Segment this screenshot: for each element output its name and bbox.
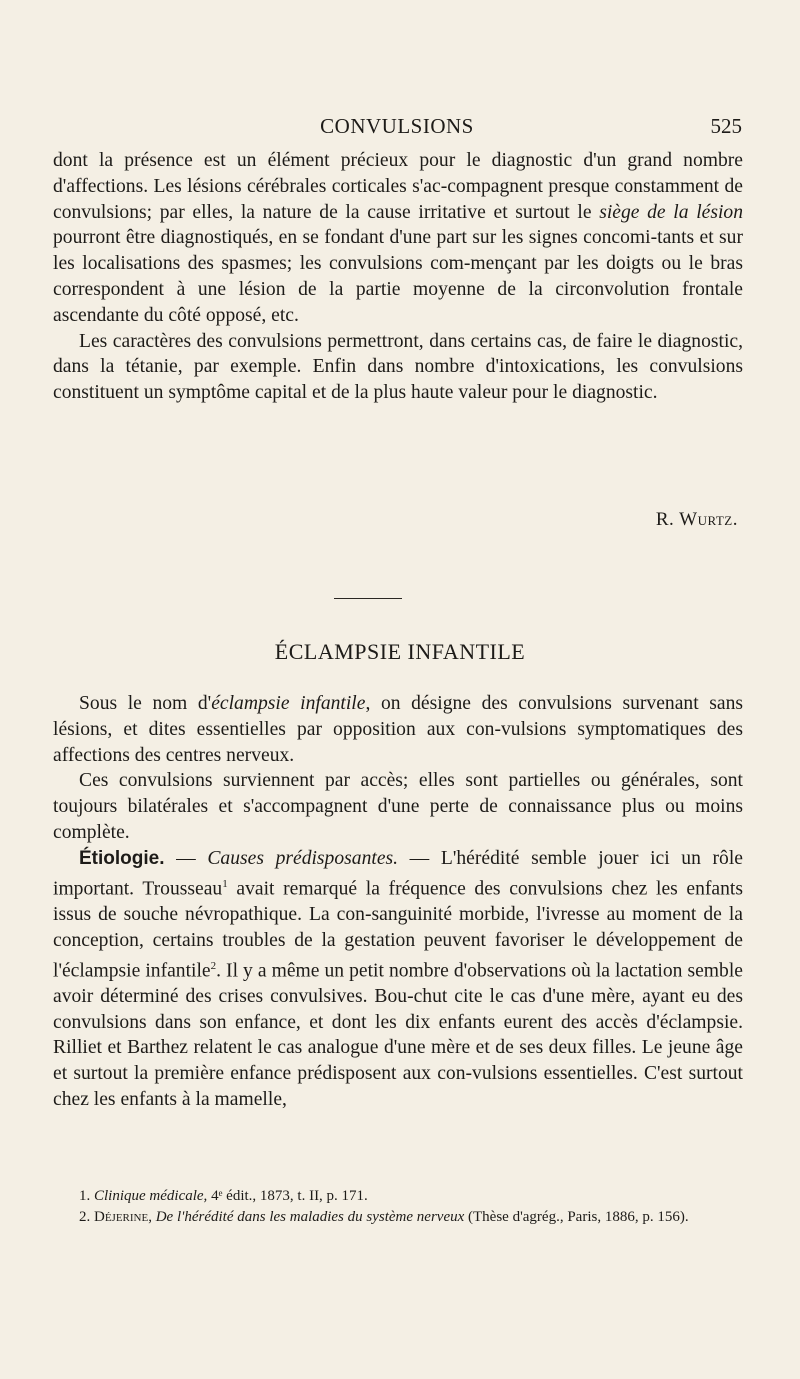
emphasis: siège de la lésion [599,201,743,223]
footnote-text: (Thèse d'agrég., Paris, 1886, p. 156). [464,1208,689,1225]
paragraph-text: . Il y a même un petit nombre d'observations où la lactation semble avoir déterminé des crises convulsives. Bou-chut cite le cas d'une mère, ayant eu des convulsions dans son enfance, et dont les dix enfants eurent des accès d'éclampsie. Rilliet et Barthez relatent le cas analogue d'une mère et de ses deux filles. Le jeune âge et surtout la première enfance prédisposent aux con-vulsions essentielles. C'est surtout chez les enfants à la mamelle, [53,960,743,1111]
paragraph: Ces convulsions surviennent par accès; elles sont partielles ou générales, sont toujours bilatérales et s'accompagnent d'une perte de connaissance plus ou moins complète. [53,770,743,843]
footnotes [53,1186,743,1227]
footnote-title: Clinique médicale, [94,1188,208,1204]
paragraph-text: pourront être diagnostiqués, en se fondant d'une part sur les signes concomi-tants et sur les localisations des spasmes; les convulsions com-mençant par les doigts ou le bras correspondent à une lésion de la partie moyenne de la circonvolution frontale ascendante du côté opposé, etc. [53,227,743,326]
page-number: 525 [710,114,742,138]
article-continuation [53,148,743,406]
footnote-ref: 1 [222,877,228,890]
footnote [53,1207,743,1228]
running-title: CONVULSIONS [320,114,474,138]
footnote-number: 2. [79,1208,91,1225]
section-divider [334,598,402,599]
paragraph-text: dont la présence est un élément précieux pour le diagnostic d'un grand nombre d'affections. Les lésions cérébrales corticales s'ac-compagnent presque constamment de convulsions; par elles, la nature de la cause irritative et surtout le [53,150,743,223]
paragraph-text: avait remarqué la fréquence des convulsions chez les enfants issus de souche névropathique. La con-sanguinité morbide, l'ivresse au moment de la conception, certains troubles de la gestation peuvent favoriser le développement de l'éclampsie infantile [53,878,743,982]
paragraph-text: Sous le nom d' [79,693,212,714]
paragraph-text: , on désigne des convulsions survenant sans lésions, et dites essentielles par opposition aux con-vulsions symptomatiques des affections des centres nerveux. [53,693,743,766]
dash: — [164,847,208,869]
footnote-author: Déjerine, [94,1208,152,1225]
author-signature: R. Wurtz. [655,509,738,530]
emphasis: éclampsie infantile [211,693,366,714]
paragraph [53,148,743,329]
footnote-ref: 2 [210,959,217,972]
paragraph: Les caractères des convulsions permettront, dans certains cas, de faire le diagnostic, dans la tétanie, par exemple. Enfin dans nombre d'intoxications, les convulsions constituent un symptôme capital et de la plus haute valeur pour le diagnostic. [53,330,743,404]
running-head [52,114,742,150]
paragraph-text: — L'hérédité semble jouer ici un rôle important. Trousseau [53,847,743,900]
paragraph [53,846,743,1113]
section-body [53,691,743,1113]
section-title: ÉCLAMPSIE INFANTILE [274,639,526,664]
footnote-title: De l'hérédité dans les maladies du système nerveux [155,1208,465,1225]
subheading: Étiologie. [79,847,165,869]
emphasis: Causes prédisposantes. [207,847,399,869]
footnote [53,1186,743,1207]
footnote-number: 1. [79,1188,91,1204]
paragraph [53,691,743,768]
footnote-text: 4ᵉ édit., 1873, t. II, p. 171. [207,1188,368,1204]
